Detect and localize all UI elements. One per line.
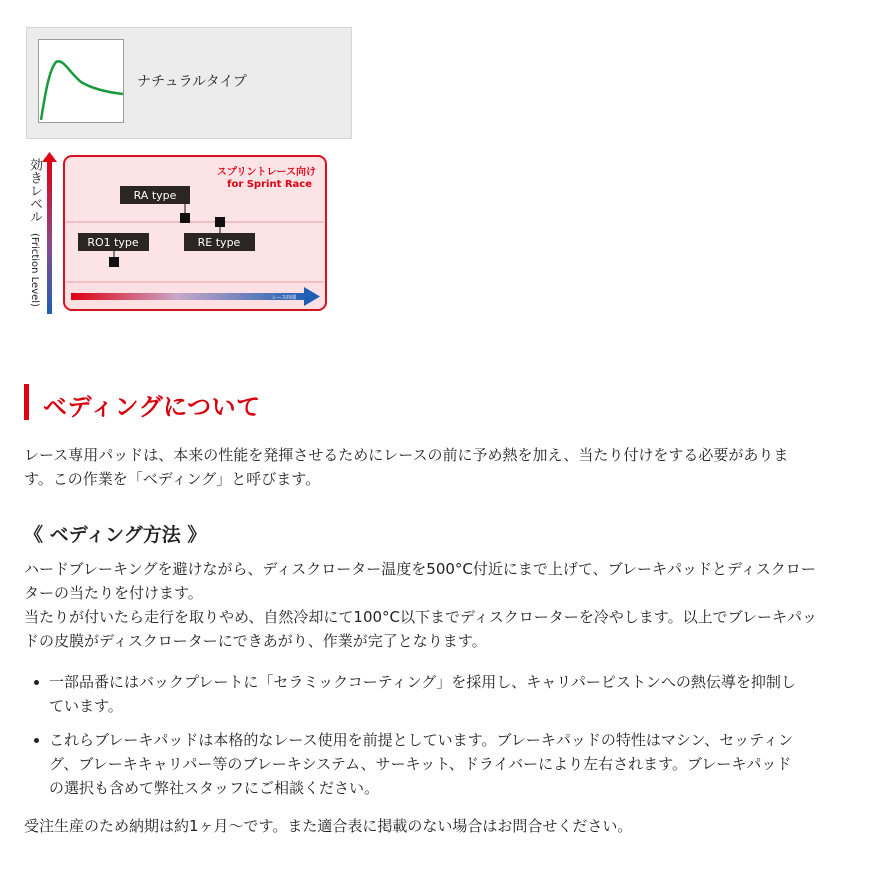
re-type-marker — [215, 217, 225, 227]
bullet-dot-icon — [34, 680, 39, 685]
method-title: 《 ベディング方法 》 — [24, 524, 207, 546]
intro-line: す。この作業を「ベディング」と呼びます。 — [24, 470, 321, 488]
natural-type-panel — [26, 27, 352, 139]
natural-curve — [41, 61, 123, 120]
sprint-label-jp: スプリントレース向け — [216, 167, 316, 178]
intro-paragraph — [24, 443, 874, 491]
method-line: 当たりが付いたら走行を取りやめ、自然冷却にて100°C以下までディスクローターを冷やします。以上でブレーキパッ — [24, 608, 818, 626]
section-title: ベディングについて — [43, 393, 261, 421]
re-type-label: RE type — [197, 236, 241, 249]
ro1-type-label: RO1 type — [87, 236, 139, 249]
method-paragraph — [24, 557, 874, 653]
footer-note: 受注生産のため納期は約1ヶ月〜です。また適合表に掲載のない場合はお問合せください。 — [24, 817, 633, 835]
friction-axis-arrowhead — [42, 152, 57, 162]
sprint-label-en: for Sprint Race — [227, 179, 312, 190]
method-line: ドの皮膜がディスクローターにできあがり、作業が完了となります。 — [24, 632, 487, 650]
friction-axis-label — [22, 158, 42, 307]
friction-axis-label-en: (Friction Level) — [29, 232, 40, 307]
list-item-line: グ、ブレーキキャリパー等のブレーキシステム、サーキット、ドライバーにより左右されます。ブレーキパッド — [49, 755, 792, 773]
list-item-line: ています。 — [49, 697, 123, 715]
ra-type-marker — [180, 213, 190, 223]
list-item-line: これらブレーキパッドは本格的なレース使用を前提としています。ブレーキパッドの特性はマシン、セッティン — [49, 731, 794, 749]
bullet-dot-icon — [34, 738, 39, 743]
natural-type-label: ナチュラルタイプ — [137, 74, 247, 90]
friction-axis-arrow — [47, 160, 52, 314]
intro-line: レース専用パッドは、本来の性能を発揮させるためにレースの前に予め熱を加え、当たり付けをする必要がありま — [24, 446, 789, 464]
list-item — [24, 670, 874, 718]
friction-level-chart — [40, 150, 330, 316]
ra-type-label: RA type — [133, 189, 177, 202]
friction-axis-label-jp: 効きレベル — [27, 158, 42, 223]
method-line: ターの当たりを付けます。 — [24, 584, 203, 602]
notes-list — [24, 670, 874, 810]
list-item-line: 一部品番にはバックプレートに「セラミックコーティング」を採用し、キャリパーピストンへの熱伝導を抑制し — [49, 673, 796, 691]
method-line: ハードブレーキングを避けながら、ディスクローター温度を500°C付近にまで上げて、ブレーキパッドとディスクロー — [24, 560, 816, 578]
list-item — [24, 728, 874, 800]
section-heading-bar — [24, 384, 29, 420]
time-axis-label: レース時間 — [271, 295, 297, 301]
ro1-type-marker — [109, 257, 119, 267]
list-item-line: の選択も含めて弊社スタッフにご相談ください。 — [49, 779, 380, 797]
natural-curve-graph — [38, 39, 124, 123]
